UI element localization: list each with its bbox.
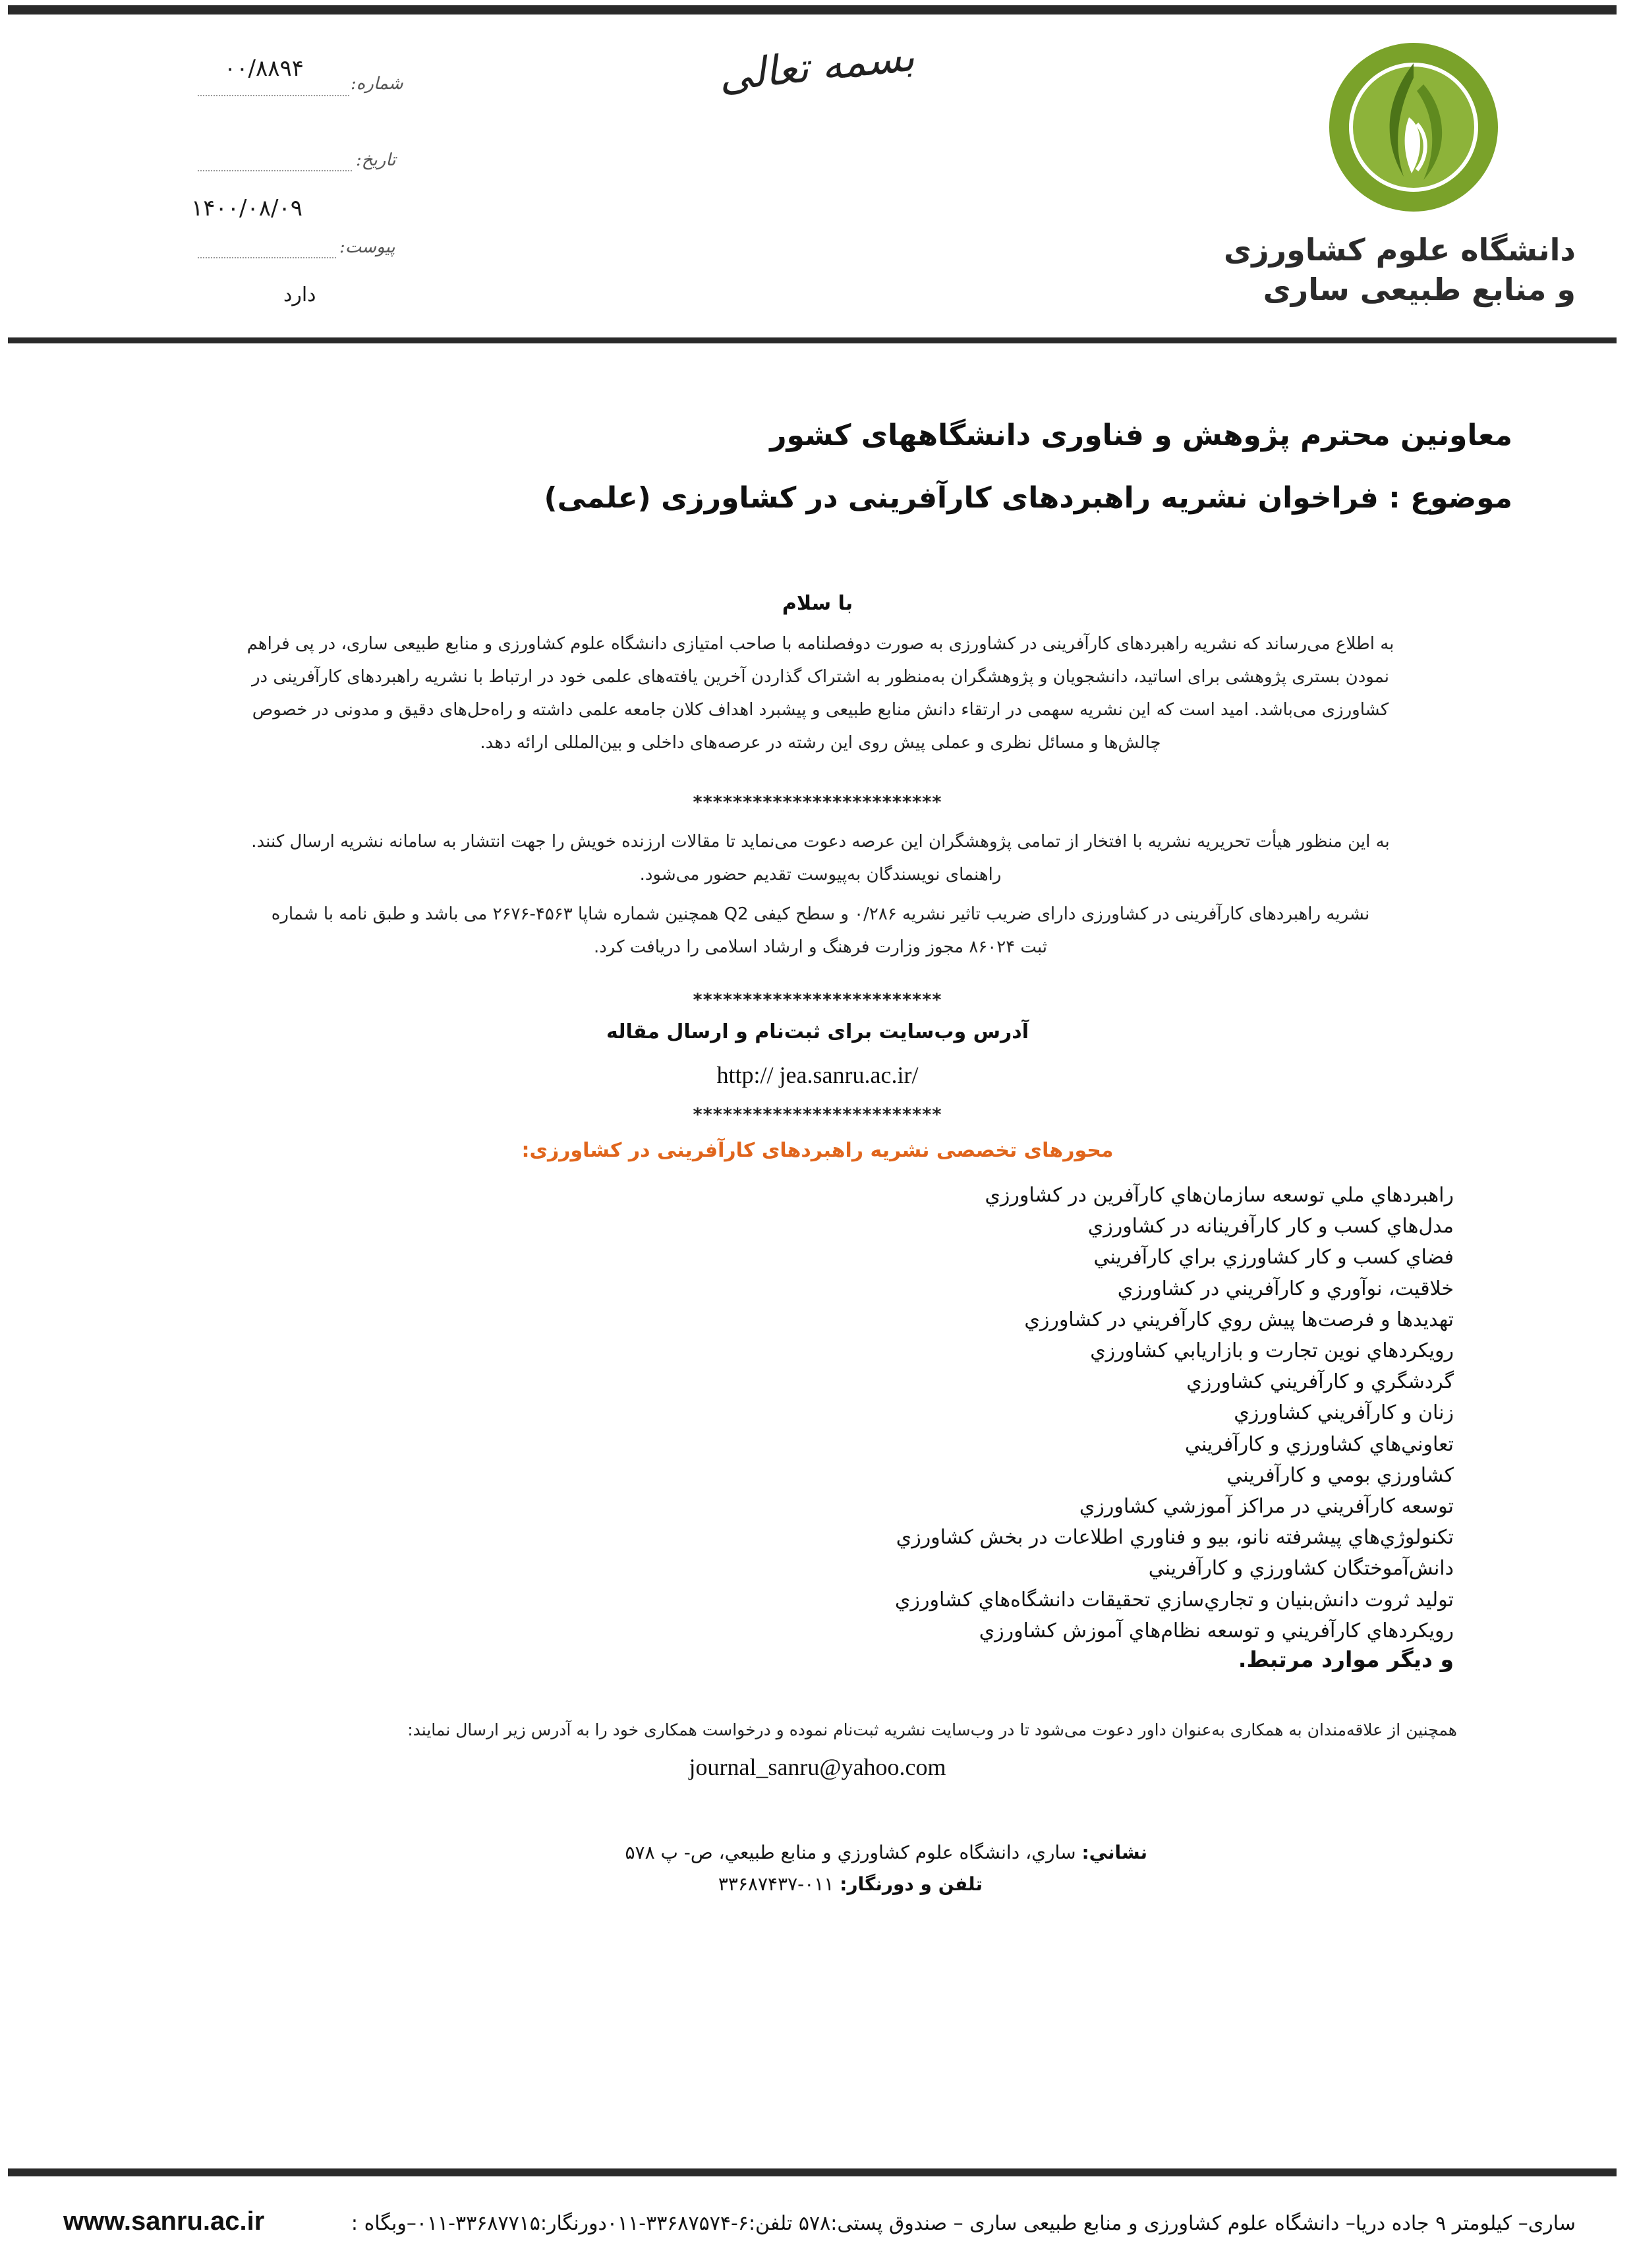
address-value: ساري، دانشگاه علوم كشاورزي و منابع طبيعي، ص- پ ۵۷۸ xyxy=(625,1842,1082,1863)
topic-item: توسعه كارآفريني در مراكز آموزشي كشاورزي xyxy=(1079,1495,1454,1519)
topic-item: راهبردهاي ملي توسعه سازمان‌هاي كارآفرين در كشاورزي xyxy=(985,1184,1454,1207)
basmala-calligraphy: بسمه تعالی xyxy=(716,32,917,101)
journal-axes-heading: محورهای تخصصی نشریه راهبردهای کارآفرینی در کشاورزی: xyxy=(521,1139,1114,1162)
contact-email[interactable]: journal_sanru@yahoo.com xyxy=(689,1754,946,1780)
footer-address: ساری– کیلومتر ۹ جاده دریا– دانشگاه علوم کشاورزی و منابع طبیعی ساری – صندوق پستی:۵۷۸ تلفن:۶-۳۳۶۸۷۵۷۴-۰۱۱دورنگار:۳۳۶۸۷۷۱۵-۰۱۱–وبگاه : xyxy=(351,2212,1576,2235)
university-name-line1: دانشگاه علوم کشاورزی xyxy=(1224,232,1576,268)
footer-divider xyxy=(8,2168,1617,2176)
letter-number-value: ۰۰/۸۸۹۴ xyxy=(224,55,304,82)
top-border-rule xyxy=(8,5,1617,15)
topic-item: تهديدها و فرصت‌ها پيش روي كارآفريني در كشاورزي xyxy=(1024,1308,1454,1331)
separator-2: ************************* xyxy=(693,990,942,1010)
invitation-paragraph xyxy=(211,825,1430,891)
journal-info-paragraph xyxy=(211,898,1430,964)
invitation-line-2: راهنمای نویسندگان به‌پیوست تقدیم حضور می‌شود. xyxy=(639,865,1002,885)
topic-item: تكنولوژي‌هاي پيشرفته نانو، بيو و فناوري اطلاعات در بخش كشاورزي xyxy=(896,1526,1454,1550)
letter-date-label: تاریخ: xyxy=(356,150,396,170)
phone-label: تلفن و دورنگار: xyxy=(840,1873,983,1895)
topic-item: رويكردهاي نوين تجارت و بازاريابي كشاورزي xyxy=(1090,1339,1454,1363)
university-logo xyxy=(1325,38,1503,216)
topic-item: خلاقيت، نوآوري و كارآفريني در كشاورزي xyxy=(1117,1277,1454,1300)
footer-website-link[interactable]: www.sanru.ac.ir xyxy=(63,2207,265,2236)
intro-paragraph xyxy=(211,627,1430,759)
phone-value: ۰۱۱-۳۳۶۸۷۴۳۷ xyxy=(718,1873,840,1895)
separator-3: ************************* xyxy=(693,1105,942,1125)
letter-date-value: ۱۴۰۰/۰۸/۰۹ xyxy=(191,195,303,221)
invitation-line-1: به این منظور هیأت تحریریه نشریه با افتخار از تمامی پژوهشگران این عرصه دعوت می‌نماید تا مقالات ارزنده خویش را جهت انتشار به سامانه نشریه ارسال کنند. xyxy=(251,832,1390,852)
letter-attachment-value: دارد xyxy=(283,283,316,306)
header-divider xyxy=(8,337,1617,343)
topic-item: كشاورزي بومي و كارآفريني xyxy=(1226,1463,1454,1487)
letter-number-line xyxy=(198,95,349,96)
website-link[interactable]: http:// jea.sanru.ac.ir/ xyxy=(716,1062,919,1088)
topic-item-other: و دیگر موارد مرتبط. xyxy=(1238,1646,1454,1673)
letter-attachment-line xyxy=(198,257,336,258)
topic-item: مدل‌هاي كسب و كار كارآفرينانه در كشاورزي xyxy=(1087,1215,1454,1238)
recipient-line: معاونین محترم پژوهش و فناوری دانشگاههای کشور xyxy=(770,419,1512,452)
greeting: با سلام xyxy=(782,592,853,615)
letter-attachment-label: پیوست: xyxy=(339,237,395,257)
intro-line-1: به اطلاع می‌رساند که نشریه راهبردهای کارآفرینی در کشاورزی به صورت دوفصلنامه با صاحب امتیازی دانشگاه علوم کشاورزی و منابع طبیعی ساری، در پی فراهم xyxy=(246,634,1394,654)
university-name-line2: و منابع طبیعی ساری xyxy=(1263,272,1576,307)
subject-line: موضوع : فراخوان نشریه راهبردهای کارآفرینی در کشاورزی (علمی) xyxy=(544,481,1512,515)
topic-item: زنان و كارآفريني كشاورزي xyxy=(1234,1401,1454,1425)
topic-item: فضاي كسب و كار كشاورزي براي كارآفريني xyxy=(1093,1246,1454,1269)
intro-line-2: نمودن بستری پژوهشی برای اساتید، دانشجویان و پژوهشگران به‌منظور به اشتراک گذاردن آخرین یافته‌های علمی خود در ارتباط با نشریه راهبردهای کارآفرینی در xyxy=(251,667,1389,687)
address-label: نشاني: xyxy=(1081,1842,1147,1863)
website-heading: آدرس وب‌سایت برای ثبت‌نام و ارسال مقاله xyxy=(606,1020,1029,1043)
intro-line-3: کشاورزی می‌باشد. امید است که این نشریه سهمی در ارتقاء دانش منابع طبیعی و پیشبرد اهداف کلان جامعه علمی داشته و راه‌حل‌های دقیق و مدونی در خصوص xyxy=(252,700,1389,720)
reviewer-invitation: همچنین از علاقه‌مندان به همکاری به‌عنوان داور دعوت می‌شود تا در وب‌سایت نشریه ثبت‌نام نموده و درخواست همکاری خود را به آدرس زیر ارسال نمایند: xyxy=(407,1720,1457,1739)
topic-item: رويكردهاي كارآفريني و توسعه نظام‌هاي آموزش كشاورزي xyxy=(979,1619,1454,1643)
phone-fax xyxy=(718,1873,983,1895)
topic-item: تعاوني‌هاي كشاورزي و كارآفريني xyxy=(1184,1432,1454,1456)
topic-item: دانش‌آموختگان كشاورزي و كارآفريني xyxy=(1148,1557,1454,1581)
separator-1: ************************* xyxy=(693,792,942,813)
journal-info-line-2: ثبت ۸۶۰۲۴ مجوز وزارت فرهنگ و ارشاد اسلامی را دریافت کرد. xyxy=(593,937,1048,957)
letter-number-label: شماره: xyxy=(351,74,403,94)
topic-item: توليد ثروت دانش‌بنيان و تجاري‌سازي تحقيقات دانشگاه‌هاي كشاورزي xyxy=(895,1588,1454,1612)
postal-address xyxy=(625,1842,1147,1863)
letter-date-line xyxy=(198,170,352,171)
intro-line-4: چالش‌ها و مسائل نظری و عملی پیش روی این رشته در عرصه‌های داخلی و بین‌المللی ارائه دهد. xyxy=(480,733,1161,753)
topic-item: گردشگري و كارآفريني كشاورزي xyxy=(1186,1370,1454,1394)
journal-info-line-1: نشریه راهبردهای کارآفرینی در کشاورزی دارای ضریب تاثیر نشریه ۰/۲۸۶ و سطح کیفی Q2 همچنین شماره شاپا ۴۵۶۳-۲۶۷۶ می باشد و طبق نامه با شماره xyxy=(271,904,1370,924)
topics-list xyxy=(465,1180,1454,1672)
